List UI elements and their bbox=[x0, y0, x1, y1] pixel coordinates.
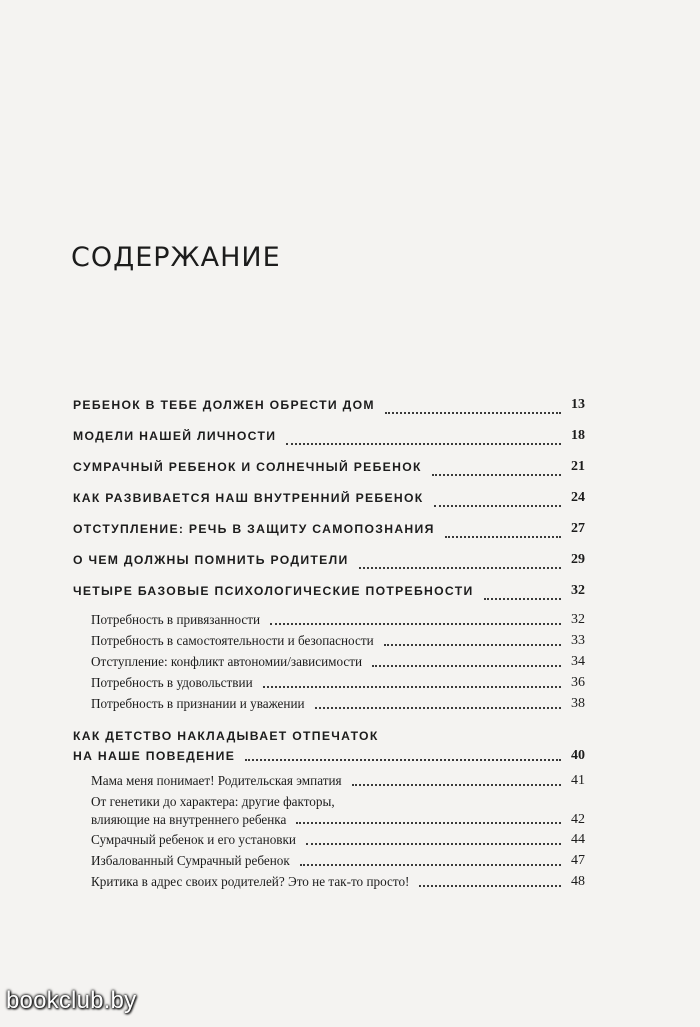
page-number: 44 bbox=[571, 832, 585, 847]
dot-leader bbox=[432, 474, 561, 476]
dot-leader bbox=[372, 665, 561, 667]
section-title-line1: От генетики до характера: другие факторы, bbox=[91, 794, 335, 809]
table-of-contents bbox=[73, 388, 585, 892]
section-title: Мама меня понимает! Родительская эмпатия bbox=[91, 773, 342, 788]
page-number: 33 bbox=[571, 633, 585, 648]
dot-leader bbox=[445, 536, 561, 538]
page-number: 24 bbox=[571, 490, 585, 505]
page-number: 32 bbox=[571, 612, 585, 627]
dot-leader bbox=[359, 567, 562, 569]
toc-section bbox=[73, 672, 585, 693]
toc-chapter bbox=[73, 512, 585, 543]
toc-section bbox=[73, 693, 585, 714]
dot-leader bbox=[434, 505, 561, 507]
section-title-line2: влияющие на внутреннего ребенка bbox=[91, 812, 287, 827]
chapter-title: МОДЕЛИ НАШЕЙ ЛИЧНОСТИ bbox=[73, 429, 277, 443]
dot-leader bbox=[306, 843, 561, 845]
chapter-title: О ЧЕМ ДОЛЖНЫ ПОМНИТЬ РОДИТЕЛИ bbox=[73, 553, 349, 567]
section-title: Отступление: конфликт автономии/зависимости bbox=[91, 654, 363, 669]
page-number: 32 bbox=[571, 583, 585, 598]
toc-chapter bbox=[73, 419, 585, 450]
chapter-title-line2: НА НАШЕ ПОВЕДЕНИЕ bbox=[73, 749, 236, 763]
watermark: bookclub.by bbox=[6, 987, 137, 1014]
section-title: Критика в адрес своих родителей? Это не так-то просто! bbox=[91, 874, 410, 889]
page-number: 40 bbox=[571, 748, 585, 763]
toc-section bbox=[73, 651, 585, 672]
dot-leader bbox=[352, 784, 561, 786]
page-number: 47 bbox=[571, 853, 585, 868]
section-title: Потребность в самостоятельности и безопасности bbox=[91, 633, 374, 648]
dot-leader bbox=[484, 598, 561, 600]
chapter-title: ОТСТУПЛЕНИЕ: РЕЧЬ В ЗАЩИТУ САМОПОЗНАНИЯ bbox=[73, 522, 435, 536]
section-group bbox=[73, 770, 585, 892]
page-title: СОДЕРЖАНИЕ bbox=[71, 242, 281, 273]
page-number: 29 bbox=[571, 552, 585, 567]
toc-section bbox=[73, 829, 585, 850]
page-number: 38 bbox=[571, 696, 585, 711]
chapter-title: КАК РАЗВИВАЕТСЯ НАШ ВНУТРЕННИЙ РЕБЕНОК bbox=[73, 491, 424, 505]
page-number: 36 bbox=[571, 675, 585, 690]
dot-leader bbox=[263, 686, 561, 688]
dot-leader bbox=[315, 707, 561, 709]
dot-leader bbox=[300, 864, 561, 866]
toc-chapter bbox=[73, 543, 585, 574]
section-title: Потребность в привязанности bbox=[91, 612, 261, 627]
section-title-row bbox=[91, 811, 585, 829]
dot-leader bbox=[385, 412, 561, 414]
page-number: 48 bbox=[571, 874, 585, 889]
page-number: 41 bbox=[571, 773, 585, 788]
toc-section bbox=[73, 609, 585, 630]
toc-chapter bbox=[73, 450, 585, 481]
chapter-title: РЕБЕНОК В ТЕБЕ ДОЛЖЕН ОБРЕСТИ ДОМ bbox=[73, 398, 375, 412]
toc-chapter-multiline bbox=[73, 726, 585, 766]
page-number: 18 bbox=[571, 428, 585, 443]
dot-leader bbox=[286, 443, 561, 445]
toc-section bbox=[73, 770, 585, 791]
chapter-title-row bbox=[73, 746, 585, 766]
toc-section-multiline bbox=[73, 793, 585, 829]
page-number: 34 bbox=[571, 654, 585, 669]
section-title: Потребность в признании и уважении bbox=[91, 696, 305, 711]
section-title: Потребность в удовольствии bbox=[91, 675, 253, 690]
chapter-title-line1: КАК ДЕТСТВО НАКЛАДЫВАЕТ ОТПЕЧАТОК bbox=[73, 729, 379, 743]
dot-leader bbox=[419, 885, 561, 887]
dot-leader bbox=[270, 623, 561, 625]
section-group bbox=[73, 609, 585, 714]
toc-chapter bbox=[73, 388, 585, 419]
page-number: 21 bbox=[571, 459, 585, 474]
toc-section bbox=[73, 630, 585, 651]
dot-leader bbox=[384, 644, 561, 646]
toc-chapter bbox=[73, 574, 585, 605]
toc-chapter bbox=[73, 481, 585, 512]
section-title: Сумрачный ребенок и его установки bbox=[91, 832, 296, 847]
dot-leader bbox=[296, 822, 561, 824]
page-number: 27 bbox=[571, 521, 585, 536]
dot-leader bbox=[245, 759, 561, 761]
chapter-title: ЧЕТЫРЕ БАЗОВЫЕ ПСИХОЛОГИЧЕСКИЕ ПОТРЕБНОСТИ bbox=[73, 584, 474, 598]
toc-section bbox=[73, 850, 585, 871]
page-number: 42 bbox=[571, 812, 585, 827]
chapter-title: СУМРАЧНЫЙ РЕБЕНОК И СОЛНЕЧНЫЙ РЕБЕНОК bbox=[73, 460, 422, 474]
section-title: Избалованный Сумрачный ребенок bbox=[91, 853, 290, 868]
page-number: 13 bbox=[571, 397, 585, 412]
toc-section bbox=[73, 871, 585, 892]
